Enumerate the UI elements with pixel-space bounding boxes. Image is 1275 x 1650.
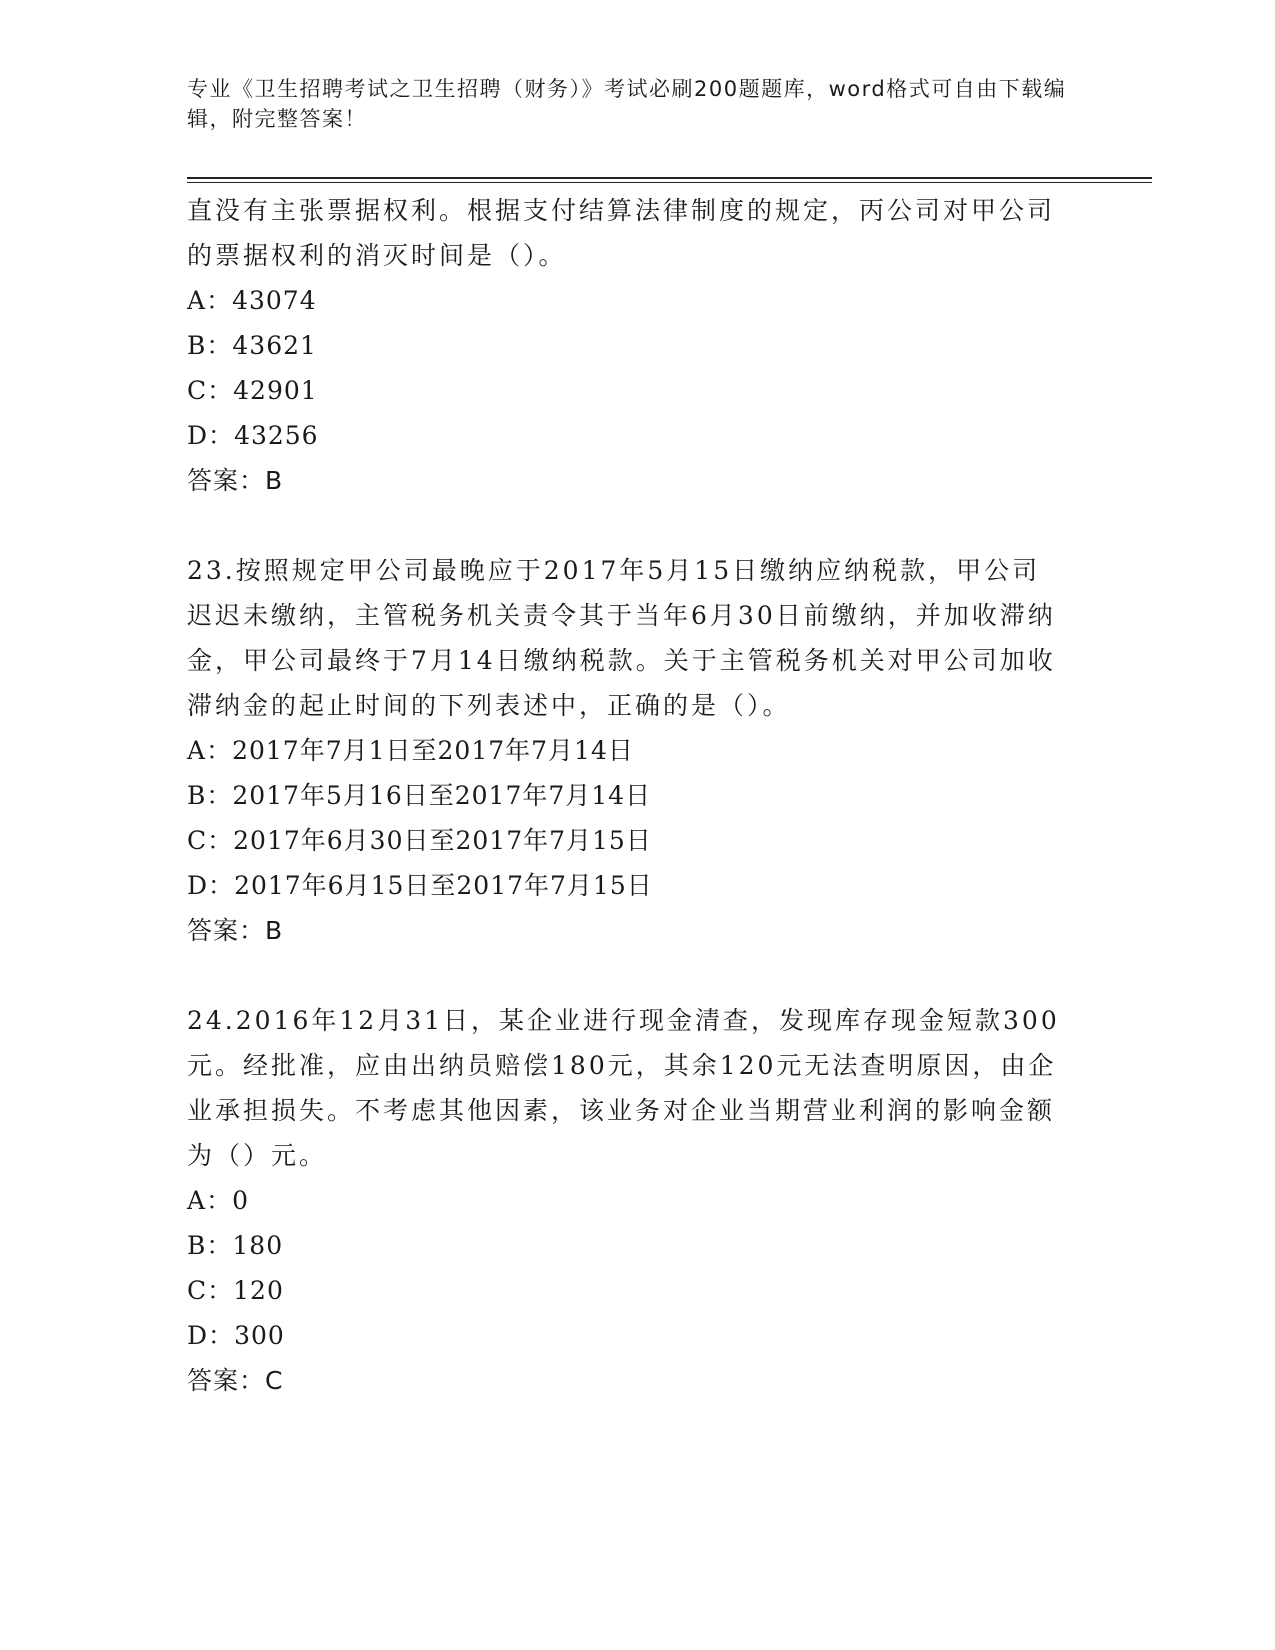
question-text: 24.2016年12月31日，某企业进行现金清查，发现库存现金短款300元。经批准，应由出纳员赔偿180元，其余120元无法查明原因，由企业承担损失。不考虑其他因素，该业务对企业当期营业利润的影响金额为（）元。	[187, 1006, 1060, 1170]
option-d: D：2017年6月15日至2017年7月15日	[187, 871, 653, 900]
option-d: D：300	[187, 1321, 285, 1350]
spacer	[187, 953, 1067, 998]
header-rule-thin	[187, 182, 1152, 183]
option-label: D	[187, 421, 209, 450]
option-label: C	[187, 1276, 208, 1305]
option-b: B：43621	[187, 331, 317, 360]
option-label: D	[187, 1321, 209, 1350]
question-text: 23.按照规定甲公司最晚应于2017年5月15日缴纳应纳税款，甲公司迟迟未缴纳，主管税务机关责令其于当年6月30日前缴纳，并加收滞纳金，甲公司最终于7月14日缴纳税款。关于主管税务机关对甲公司加收滞纳金的起止时间的下列表述中，正确的是（）。	[187, 556, 1056, 720]
question-block	[187, 188, 1067, 503]
option-b: B：2017年5月16日至2017年7月14日	[187, 781, 652, 810]
option-text: 43074	[232, 286, 317, 315]
option-label: A	[187, 736, 207, 765]
option-text: 42901	[233, 376, 318, 405]
option-a: A：0	[187, 1186, 249, 1215]
option-text: 2017年5月16日至2017年7月14日	[232, 781, 652, 810]
option-text: 43621	[232, 331, 317, 360]
option-a: A：43074	[187, 286, 317, 315]
answer-line: 答案：B	[187, 466, 284, 495]
option-label: A	[187, 1186, 207, 1215]
option-a: A：2017年7月1日至2017年7月14日	[187, 736, 634, 765]
option-label: B	[187, 331, 207, 360]
question-list	[187, 188, 1067, 1403]
question-text: 直没有主张票据权利。根据支付结算法律制度的规定，丙公司对甲公司的票据权利的消灭时间是（）。	[187, 196, 1056, 270]
option-b: B：180	[187, 1231, 284, 1260]
option-text: 2017年6月15日至2017年7月15日	[234, 871, 653, 900]
option-text: 2017年6月30日至2017年7月15日	[233, 826, 652, 855]
option-text: 120	[233, 1276, 284, 1305]
option-label: A	[187, 286, 207, 315]
option-label: D	[187, 871, 209, 900]
option-text: 300	[234, 1321, 285, 1350]
spacer	[187, 503, 1067, 548]
answer-line: 答案：C	[187, 1366, 284, 1395]
page-header: 专业《卫生招聘考试之卫生招聘（财务）》考试必刷200题题库，word格式可自由下载编辑，附完整答案！	[187, 77, 1067, 131]
header-rule-thick	[187, 177, 1152, 179]
option-label: B	[187, 1231, 207, 1260]
option-text: 43256	[234, 421, 319, 450]
option-text: 0	[232, 1186, 249, 1215]
question-block	[187, 998, 1067, 1403]
option-text: 2017年7月1日至2017年7月14日	[232, 736, 634, 765]
option-c: C：120	[187, 1276, 284, 1305]
option-d: D：43256	[187, 421, 319, 450]
answer-line: 答案：B	[187, 916, 284, 945]
option-c: C：42901	[187, 376, 318, 405]
option-label: B	[187, 781, 207, 810]
question-block	[187, 548, 1067, 953]
option-label: C	[187, 376, 208, 405]
option-c: C：2017年6月30日至2017年7月15日	[187, 826, 652, 855]
option-text: 180	[232, 1231, 284, 1260]
option-label: C	[187, 826, 208, 855]
